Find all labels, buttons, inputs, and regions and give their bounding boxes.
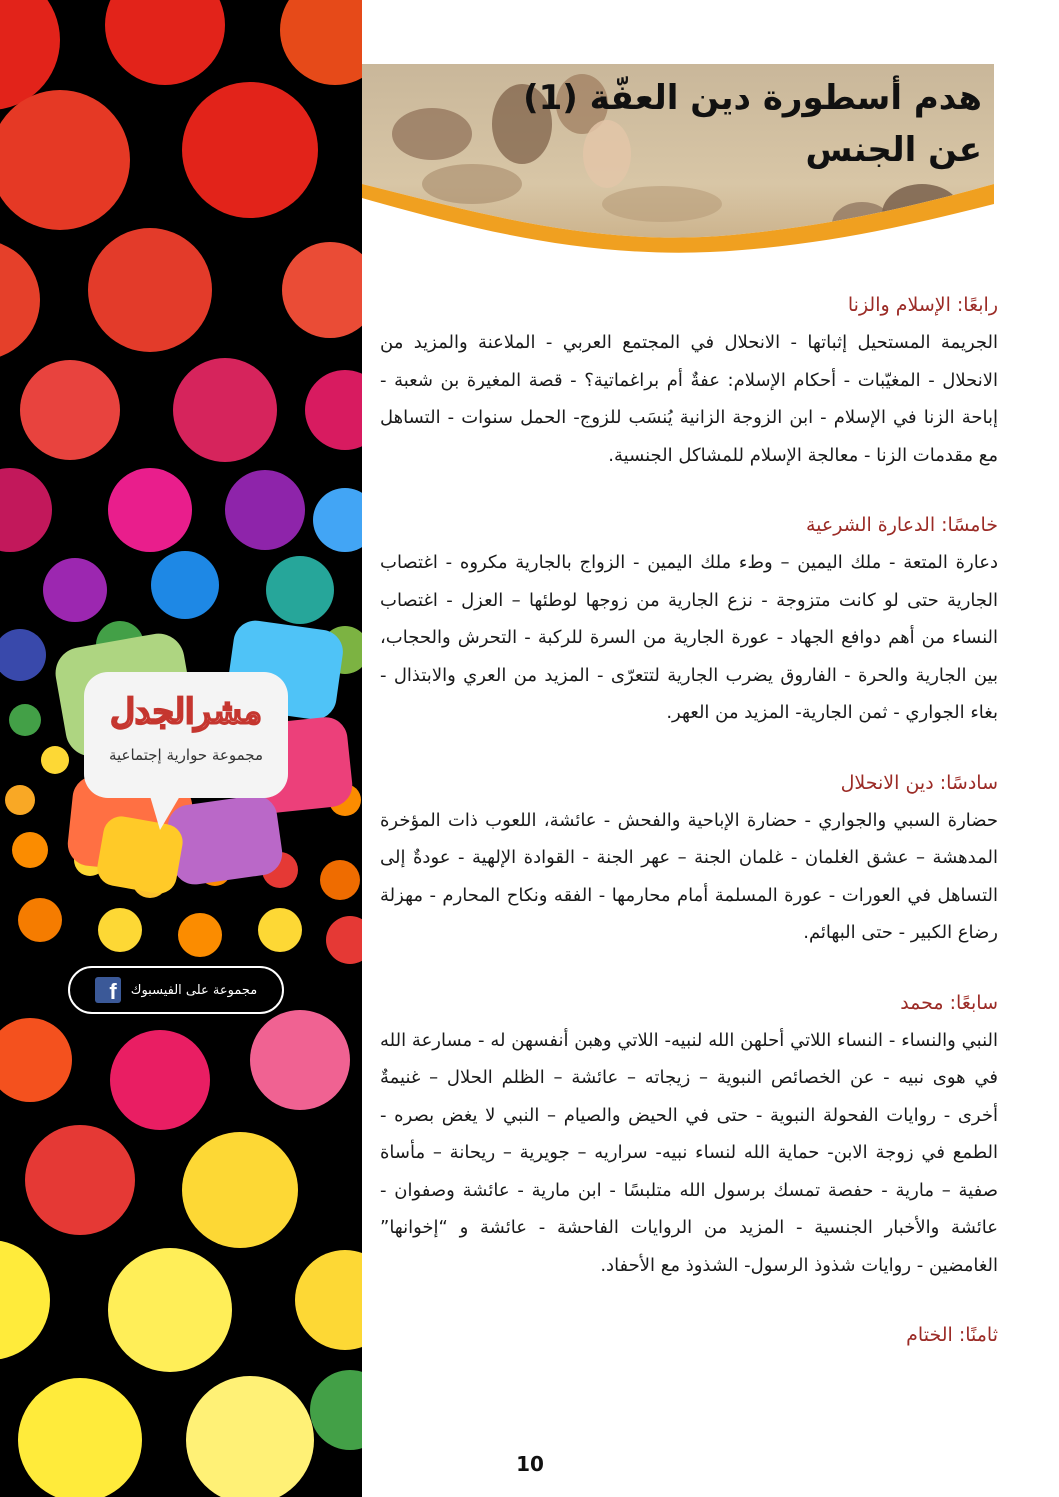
section-7 bbox=[380, 988, 998, 1285]
section-4 bbox=[380, 290, 998, 474]
section-heading: ثامنًا: الختام bbox=[906, 1324, 998, 1346]
section-heading: رابعًا: الإسلام والزنا bbox=[847, 294, 998, 316]
logo-subtitle: مجموعة حوارية إجتماعية bbox=[108, 746, 264, 764]
facebook-group-label: مجموعة على الفيسبوك bbox=[130, 982, 258, 998]
facebook-icon: f bbox=[95, 977, 121, 1003]
section-heading: خامسًا: الدعارة الشرعية bbox=[806, 514, 998, 536]
page-title-line-2: عن الجنس bbox=[805, 130, 982, 170]
section-body: دعارة المتعة - ملك اليمين – وطء ملك اليمين - الزواج بالجارية مكروه - اغتصاب الجارية حتى لو كانت متزوجة - نزع الجارية من زوجها لوطئها – العزل - اغتصاب النساء من أهم دوافع الجهاد - عورة الجارية من السرة للركبة - التحرش والحجاب، بين الجارية والحرة - الفاروق يضرب الجارية لتتعرّى - المزيد من العري والابتذال - بغاء الجواري - ثمن الجارية- المزيد من العهر. bbox=[380, 552, 998, 723]
section-5 bbox=[380, 510, 998, 732]
table-of-contents bbox=[380, 290, 998, 1386]
decorative-side-panel bbox=[0, 0, 362, 1497]
logo-title: مشرالجدل bbox=[110, 692, 262, 732]
facebook-group-button[interactable] bbox=[68, 966, 284, 1014]
group-logo bbox=[88, 680, 284, 800]
page-number: 10 bbox=[516, 1452, 544, 1476]
section-body: الجريمة المستحيل إثباتها - الانحلال في المجتمع العربي - الملاعنة والمزيد من الانحلال - المغيّبات - أحكام الإسلام: عفةٌ أم براغماتية؟ - قصة المغيرة بن شعبة - إباحة الزنا في الإسلام - ابن الزوجة الزانية يُنسَب للزوج- الحمل سنوات - التساهل مع مقدمات الزنا - معالجة الإسلام للمشاكل الجنسية. bbox=[380, 332, 998, 466]
section-heading: سابعًا: محمد bbox=[900, 991, 998, 1014]
page-title-line-1: هدم أسطورة دين العفّة (1) bbox=[523, 78, 982, 118]
section-6 bbox=[380, 768, 998, 952]
section-body: النبي والنساء - النساء اللاتي أحلهن الله لنبيه- اللاتي وهبن أنفسهن له - مسارعة الله في هوى نبيه - عن الخصائص النبوية – زيجاته – عائشة – الظلم الحلال – غنيمةٌ أخرى - روايات الفحولة النبوية - حتى في الحيض والصيام – النبي لا يغض بصره - الطمع في زوجة الابن- حماية الله لنساء نبيه- سراريه – جويرية – ريحانة – مأساة صفية – مارية - حفصة تمسك برسول الله متلبسًا - ابن مارية - عائشة وصفوان - عائشة والأخبار الجنسية - المزيد من الروايات الفاحشة - عائشة و “إخوانها” الغامضين - روايات شذوذ الرسول- الشذوذ مع الأحفاد. bbox=[380, 1029, 998, 1276]
section-body: حضارة السبي والجواري - حضارة الإباحية والفحش - عائشة، اللعوب ذات المؤخرة المدهشة – عشق الغلمان - غلمان الجنة – عهر الجنة - القوادة الإلهية - عودةٌ إلى التساهل في العورات - عورة المسلمة أمام محارمها - الفقه ونكاح المحارم - مهزلة رضاع الكبير - حتى البهائم. bbox=[380, 809, 998, 943]
section-heading: سادسًا: دين الانحلال bbox=[840, 771, 998, 794]
header-banner bbox=[362, 64, 994, 264]
section-8 bbox=[380, 1320, 998, 1350]
